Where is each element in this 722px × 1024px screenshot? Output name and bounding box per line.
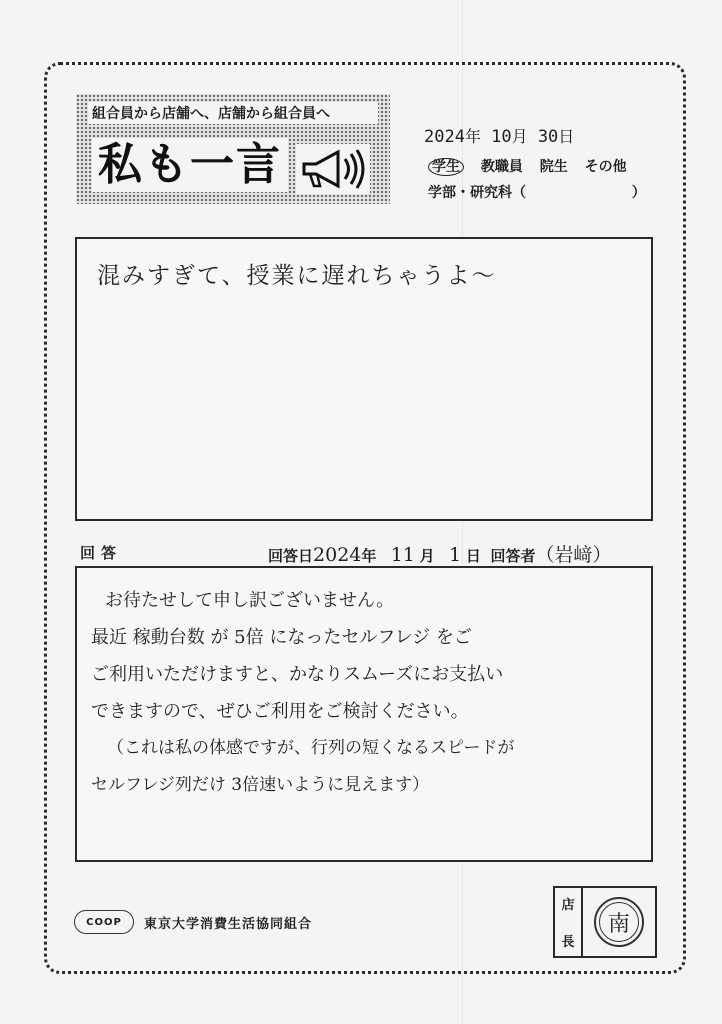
answer-month: 11	[390, 544, 415, 566]
date-month: 10	[491, 127, 512, 147]
answer-line: 最近 稼動台数 が 5倍 になったセルフレジ をご	[91, 627, 472, 648]
answer-day: 1	[449, 544, 462, 566]
department-close: ）	[631, 185, 646, 201]
answer-line: お待たせして申し訳ございません。	[105, 590, 395, 611]
answer-month-unit: 月	[419, 547, 435, 565]
date-year-unit: 年	[464, 127, 481, 146]
submission-date	[424, 124, 574, 147]
answer-meta	[268, 540, 611, 567]
answer-line: できますので、ぜひご利用をご検討ください。	[91, 701, 469, 722]
coop-logo: COOP	[74, 910, 134, 934]
answer-label: 回答	[80, 544, 123, 562]
category-student-selected: 学生	[428, 158, 464, 176]
department-field	[428, 182, 646, 202]
category-grad-student: 院生	[539, 159, 568, 175]
date-day-unit: 日	[558, 127, 575, 146]
manager-label-char: 長	[561, 935, 575, 950]
form-title: 私も一言	[92, 138, 288, 192]
answer-line: セルフレジ列だけ 3倍速いように見えます）	[91, 775, 430, 795]
answer-line: （これは私の体感ですが、行列の短くなるスピードが	[107, 738, 515, 758]
answer-year: 2024	[313, 544, 362, 566]
manager-label-char: 店	[561, 898, 575, 913]
manager-label	[555, 888, 583, 956]
answer-date-label: 回答日	[268, 547, 314, 565]
answer-line: ご利用いただけますと、かなりスムーズにお支払い	[91, 664, 504, 685]
date-month-unit: 月	[511, 127, 528, 146]
stamp-area	[583, 888, 655, 956]
manager-stamp-box	[553, 886, 657, 958]
seal-stamp-text: 南	[599, 902, 639, 942]
responder-label: 回答者	[490, 547, 536, 565]
responder-name: （岩﨑）	[535, 544, 612, 566]
megaphone-icon	[296, 144, 370, 194]
seal-stamp	[594, 897, 644, 947]
answer-year-unit: 年	[361, 547, 377, 565]
category-other: その他	[584, 159, 627, 175]
date-year: 2024	[424, 127, 465, 147]
footer	[74, 910, 312, 934]
category-staff: 教職員	[480, 159, 523, 175]
banner-subtitle: 組合員から店舗へ、店舗から組合員へ	[88, 102, 378, 124]
department-label: 学部・研究科（	[428, 185, 526, 201]
category-options	[428, 156, 639, 176]
answer-day-unit: 日	[465, 547, 481, 565]
organization-name: 東京大学消費生活協同組合	[144, 916, 313, 932]
answer-box	[75, 566, 653, 862]
answer-text	[91, 582, 641, 804]
comment-text: 混みすぎて、授業に遅れちゃうよ～	[97, 263, 497, 289]
comment-box	[75, 237, 653, 521]
date-day: 30	[537, 127, 559, 147]
